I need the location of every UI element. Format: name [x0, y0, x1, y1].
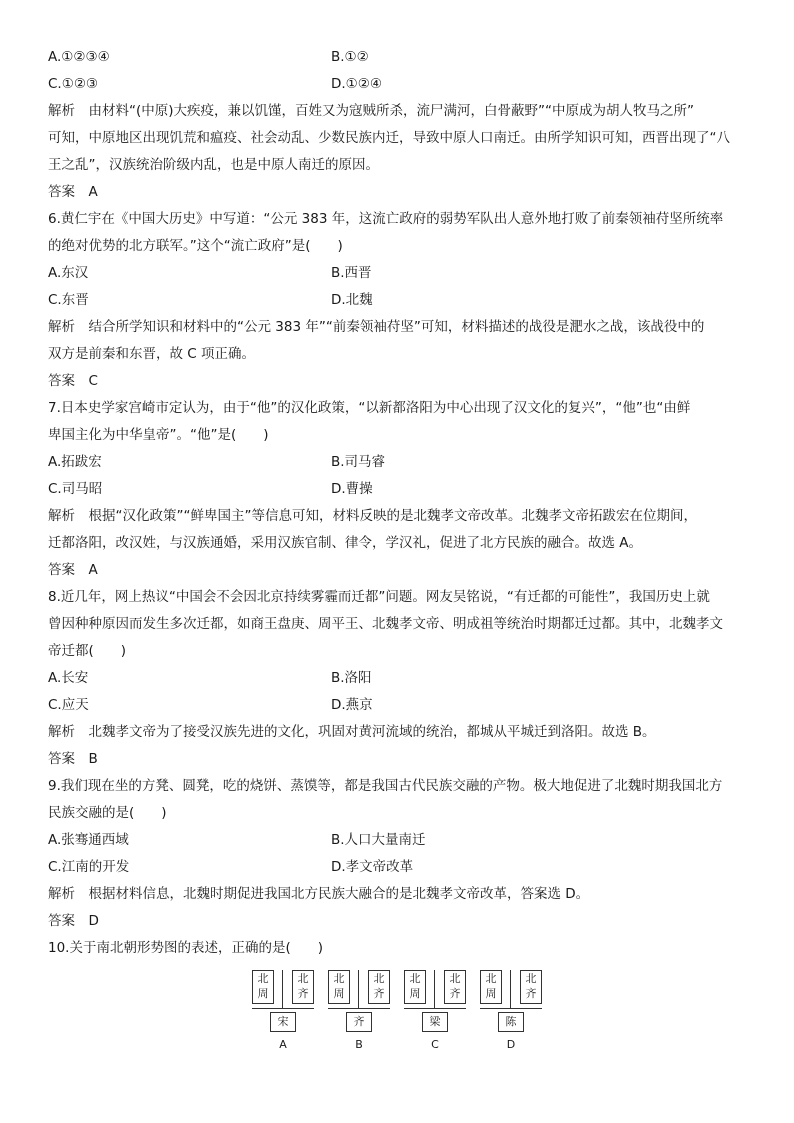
divider-line — [282, 970, 283, 1008]
diagram-box-left: 北周 — [252, 970, 274, 1004]
option-b: B.司马睿 — [331, 454, 386, 470]
diagram-box-bottom: 陈 — [498, 1012, 524, 1032]
analysis-text: 王之乱”，汉族统治阶级内乱，也是中原人南迁的原因。 — [48, 157, 379, 173]
option-b: B.西晋 — [331, 265, 372, 281]
divider-line — [328, 1008, 390, 1009]
analysis-text: 解析 结合所学知识和材料中的“公元 383 年”“前秦领袖苻坚”可知，材料描述的战役是淝水之战，该战役中的 — [48, 319, 705, 335]
answer-text: 答案 D — [48, 913, 99, 929]
options-row — [48, 665, 748, 692]
analysis-text: 解析 根据材料信息，北魏时期促进我国北方民族大融合的是北魏孝文帝改革，答案选 D。 — [48, 886, 590, 902]
divider-line — [404, 1008, 466, 1009]
diagram-box-left: 北周 — [328, 970, 350, 1004]
answer-text: 答案 A — [48, 184, 98, 200]
options-row — [48, 692, 748, 719]
diagram-box-bottom: 齐 — [346, 1012, 372, 1032]
divider-line — [434, 970, 435, 1008]
diagram-group-c — [404, 970, 466, 1060]
options-row — [48, 44, 748, 71]
option-c: C.司马昭 — [48, 481, 103, 497]
diagram-group-d — [480, 970, 542, 1060]
answer-text: 答案 B — [48, 751, 98, 767]
dynasty-diagram — [48, 964, 748, 1074]
divider-line — [510, 970, 511, 1008]
diagram-box-bottom: 梁 — [422, 1012, 448, 1032]
option-a: A.①②③④ — [48, 49, 110, 65]
options-row — [48, 476, 748, 503]
option-c: C.江南的开发 — [48, 859, 130, 875]
option-d: D.孝文帝改革 — [331, 859, 414, 875]
diagram-box-right: 北齐 — [368, 970, 390, 1004]
options-row — [48, 287, 748, 314]
options-row — [48, 449, 748, 476]
option-d: D.北魏 — [331, 292, 373, 308]
analysis-text: 迁都洛阳，改汉姓，与汉族通婚，采用汉族官制、律令，学汉礼，促进了北方民族的融合。故选 A。 — [48, 535, 643, 551]
diagram-label: C — [431, 1038, 439, 1051]
option-b: B.①② — [331, 49, 369, 65]
question-stem: 7.日本史学家宫崎市定认为，由于“他”的汉化政策，“以新都洛阳为中心出现了汉文化的复兴”，“他”也“由鲜 — [48, 400, 691, 416]
diagram-label: A — [279, 1038, 287, 1051]
options-row — [48, 71, 748, 98]
question-stem: 帝迁都( ) — [48, 643, 127, 659]
question-stem: 民族交融的是( ) — [48, 805, 167, 821]
option-a: A.拓跋宏 — [48, 454, 102, 470]
diagram-box-right: 北齐 — [520, 970, 542, 1004]
option-a: A.东汉 — [48, 265, 89, 281]
option-b: B.人口大量南迁 — [331, 832, 426, 848]
diagram-box-right: 北齐 — [444, 970, 466, 1004]
analysis-text: 解析 由材料“(中原)大疾疫，兼以饥馑，百姓又为寇贼所杀，流尸满河，白骨蔽野”“中原成为胡人牧马之所” — [48, 103, 695, 119]
answer-text: 答案 A — [48, 562, 98, 578]
answer-text: 答案 C — [48, 373, 98, 389]
options-row — [48, 827, 748, 854]
option-d: D.燕京 — [331, 697, 373, 713]
options-row — [48, 854, 748, 881]
diagram-box-left: 北周 — [404, 970, 426, 1004]
question-stem: 曾因种种原因而发生多次迁都，如商王盘庚、周平王、北魏孝文帝、明成祖等统治时期都迁过都。其中，北魏孝文 — [48, 616, 723, 632]
divider-line — [480, 1008, 542, 1009]
question-stem: 9.我们现在坐的方凳、圆凳，吃的烧饼、蒸馍等，都是我国古代民族交融的产物。极大地促进了北魏时期我国北方 — [48, 778, 723, 794]
diagram-box-bottom: 宋 — [270, 1012, 296, 1032]
divider-line — [358, 970, 359, 1008]
question-stem: 卑国主化为中华皇帝”。“他”是( ) — [48, 427, 269, 443]
analysis-text: 解析 北魏孝文帝为了接受汉族先进的文化，巩固对黄河流域的统治，都城从平城迁到洛阳。故选 B。 — [48, 724, 656, 740]
diagram-label: B — [355, 1038, 363, 1051]
option-d: D.①②④ — [331, 76, 382, 92]
diagram-box-right: 北齐 — [292, 970, 314, 1004]
option-b: B.洛阳 — [331, 670, 372, 686]
analysis-text: 解析 根据“汉化政策”“鲜卑国主”等信息可知，材料反映的是北魏孝文帝改革。北魏孝文帝拓跋宏在位期间， — [48, 508, 697, 524]
question-stem: 的绝对优势的北方联军。”这个“流亡政府”是( ) — [48, 238, 343, 254]
diagram-group-a — [252, 970, 314, 1060]
option-a: A.长安 — [48, 670, 89, 686]
question-stem: 6.黄仁宇在《中国大历史》中写道：“公元 383 年，这流亡政府的弱势军队出人意外地打败了前秦领袖苻坚所统率 — [48, 211, 724, 227]
analysis-text: 可知，中原地区出现饥荒和瘟疫、社会动乱、少数民族内迁，导致中原人口南迁。由所学知识可知，西晋出现了“八 — [48, 130, 730, 146]
diagram-group-b — [328, 970, 390, 1060]
option-a: A.张骞通西域 — [48, 832, 129, 848]
question-stem: 8.近几年，网上热议“中国会不会因北京持续雾霾而迁都”问题。网友吴铭说，“有迁都的可能性”，我国历史上就 — [48, 589, 710, 605]
options-row — [48, 260, 748, 287]
option-c: C.①②③ — [48, 76, 99, 92]
option-c: C.东晋 — [48, 292, 89, 308]
option-d: D.曹操 — [331, 481, 373, 497]
option-c: C.应天 — [48, 697, 89, 713]
diagram-box-left: 北周 — [480, 970, 502, 1004]
divider-line — [252, 1008, 314, 1009]
analysis-text: 双方是前秦和东晋，故 C 项正确。 — [48, 346, 256, 362]
document-page — [48, 44, 748, 1074]
question-stem: 10.关于南北朝形势图的表述，正确的是( ) — [48, 940, 324, 956]
diagram-label: D — [506, 1038, 516, 1051]
